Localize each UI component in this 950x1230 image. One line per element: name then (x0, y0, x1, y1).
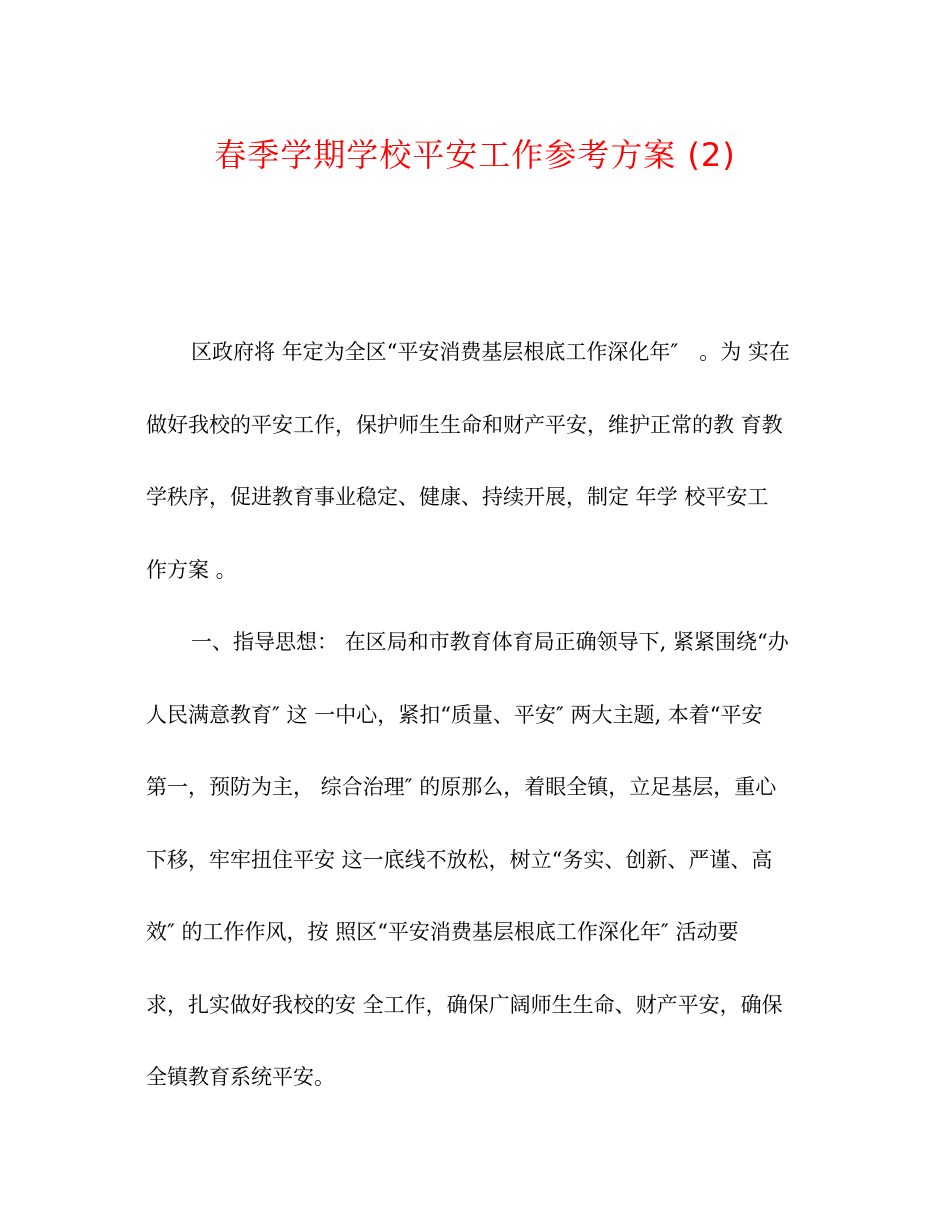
paragraph-line: 区政府将 年定为全区“平安消费基层根底工作深化年″ 。为 实在 (191, 340, 790, 364)
paragraph-line: 学秩序，促进教育事业稳定、健康、持续开展，制定 年学 校平安工 (146, 485, 769, 509)
paragraph-line: 人民满意教育″ 这 一中心，紧扣“质量、平安″ 两大主题, 本着“平安 (146, 702, 763, 727)
paragraph-line: 求，扎实做好我校的安 全工作，确保广阔师生生命、财产平安，确保 (146, 992, 783, 1017)
document-body (146, 316, 808, 1114)
paragraph-line: 作方案 。 (146, 557, 237, 582)
document-title: 春季学期学校平安工作参考方案 (2) (214, 136, 736, 174)
paragraph-1 (146, 316, 808, 606)
paragraph-line: 全镇教育系统平安。 (146, 1065, 335, 1089)
paragraph-line: 效″ 的工作作风，按 照区“平安消费基层根底工作深化年″ 活动要 (146, 920, 739, 944)
paragraph-line: 做好我校的平安工作，保护师生生命和财产平安，维护正常的教 育教 (146, 412, 783, 437)
paragraph-line: 第一，预防为主， 综合治理″ 的原那么，着眼全镇，立足基层，重心 (146, 775, 777, 799)
paragraph-2 (146, 606, 808, 1114)
paragraph-line: 下移，牢牢扭住平安 这一底线不放松，树立“务实、创新、严谨、高 (146, 847, 773, 872)
paragraph-line: 一、指导思想： 在区局和市教育体育局正确领导下, 紧紧围绕“办 (191, 630, 789, 654)
